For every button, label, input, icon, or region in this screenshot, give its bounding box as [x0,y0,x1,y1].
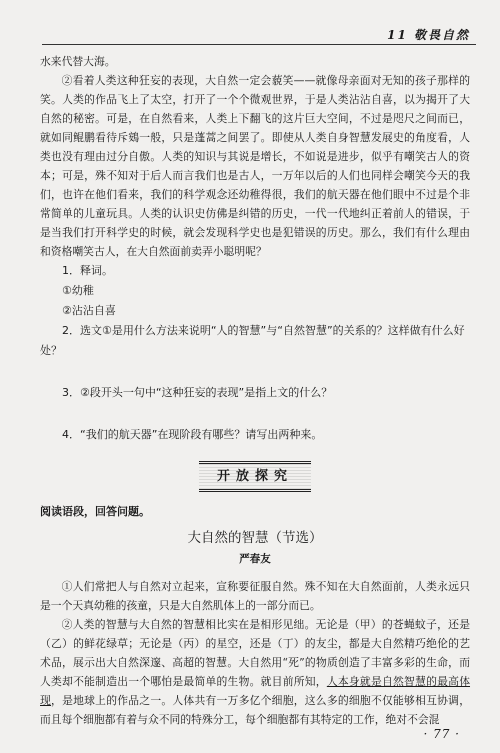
page-number: · 77 · [423,727,460,741]
passage-paragraph-2: ②看着人类这种狂妄的表现，大自然一定会藐笑——就像母亲面对无知的孩子那样的笑。人类的作品飞上了太空，打开了一个个微观世界，于是人类沾沾自喜，以为揭开了大自然的秘密。可是，在自然看来，人类上下翻飞的这片巨大空间，不过是咫尺之间而已，就如同鲲鹏看待斥鴳一般，只是蓬蒿之间罢了。即使从人类自身智慧发展史的角度看，人类也没有理由过分自傲。人类的知识与其说是增长，不如说是进步，似乎有嘲笑古人的资本；可是，殊不知对于后人而言我们也是古人，一万年以后的人们也同样会嘲笑今天的我们，也许在他们看来，我们的科学观念还幼稚得很，我们的航天器在他们眼中不过是个非常简单的儿童玩具。人类的认识史仿佛是纠错的历史，一代一代地纠正着前人的错误，于是当我们打开科学史的时候，就会发现科学史也是犯错误的历史。那么，我们有什么理由和资格嘲笑古人，在大自然面前卖弄小聪明呢？ [40,74,470,258]
answer-space [40,361,470,383]
article-paragraph-2 [40,615,470,729]
answer-space [40,403,470,425]
article-paragraph-1: ①人们常把人与自然对立起来，宣称要征服自然。殊不知在大自然面前，人类永远只是一个天真幼稚的孩童，只是大自然肌体上的一部分而已。 [40,580,470,612]
question-1: 1．释词。 [62,264,113,277]
article-title: 大自然的智慧（节选） [187,530,323,546]
article-author: 严春友 [239,553,271,565]
section-banner-wrap [40,461,470,492]
page-content [40,52,470,729]
passage-continuation: 水来代替大海。 [40,55,116,68]
question-2: 2．选文①是用什么方法来说明“人的智慧”与“自然智慧”的关系的？这样做有什么好处？ [40,324,465,357]
article-paragraph-2-text-b: ，是地球上的作品之一。人体共有一万多亿个细胞，这么多的细胞不仅能够相互协调，而且每个细胞都有着与众不同的特殊分工，每个细胞都有其特定的工作，绝对不会混 [40,694,471,726]
page-header [42,14,476,45]
section-banner: 开放探究 [199,461,311,492]
article-paragraph-2-text-a: ②人类的智慧与大自然的智慧相比实在是相形见绌。无论是（甲）的苍蝇蚊子，还是（乙）的鲜花绿草；无论是（丙）的星空，还是（丁）的友尘，都是大自然精巧绝伦的艺术品，展示出大自然深邃、高超的智慧。大自然用“死”的物质创造了丰富多彩的生命，而人类却不能制造出一个哪怕是最简单的生物。就目前所知， [40,618,470,688]
question-4: 4．“我们的航天器”在现阶段有哪些？请写出两种来。 [62,428,323,441]
reading-prompt: 阅读语段，回答问题。 [40,505,150,518]
underlined-sentence: 人本身就是自然智慧的最高体现 [40,675,471,707]
question-1-item-b: ②沾沾自喜 [62,304,116,317]
question-1-item-a: ①幼稚 [62,284,94,297]
chapter-title: 11 敬畏自然 [387,28,470,42]
question-3: 3．②段开头一句中“这种狂妄的表现”是指上文的什么？ [62,386,333,399]
